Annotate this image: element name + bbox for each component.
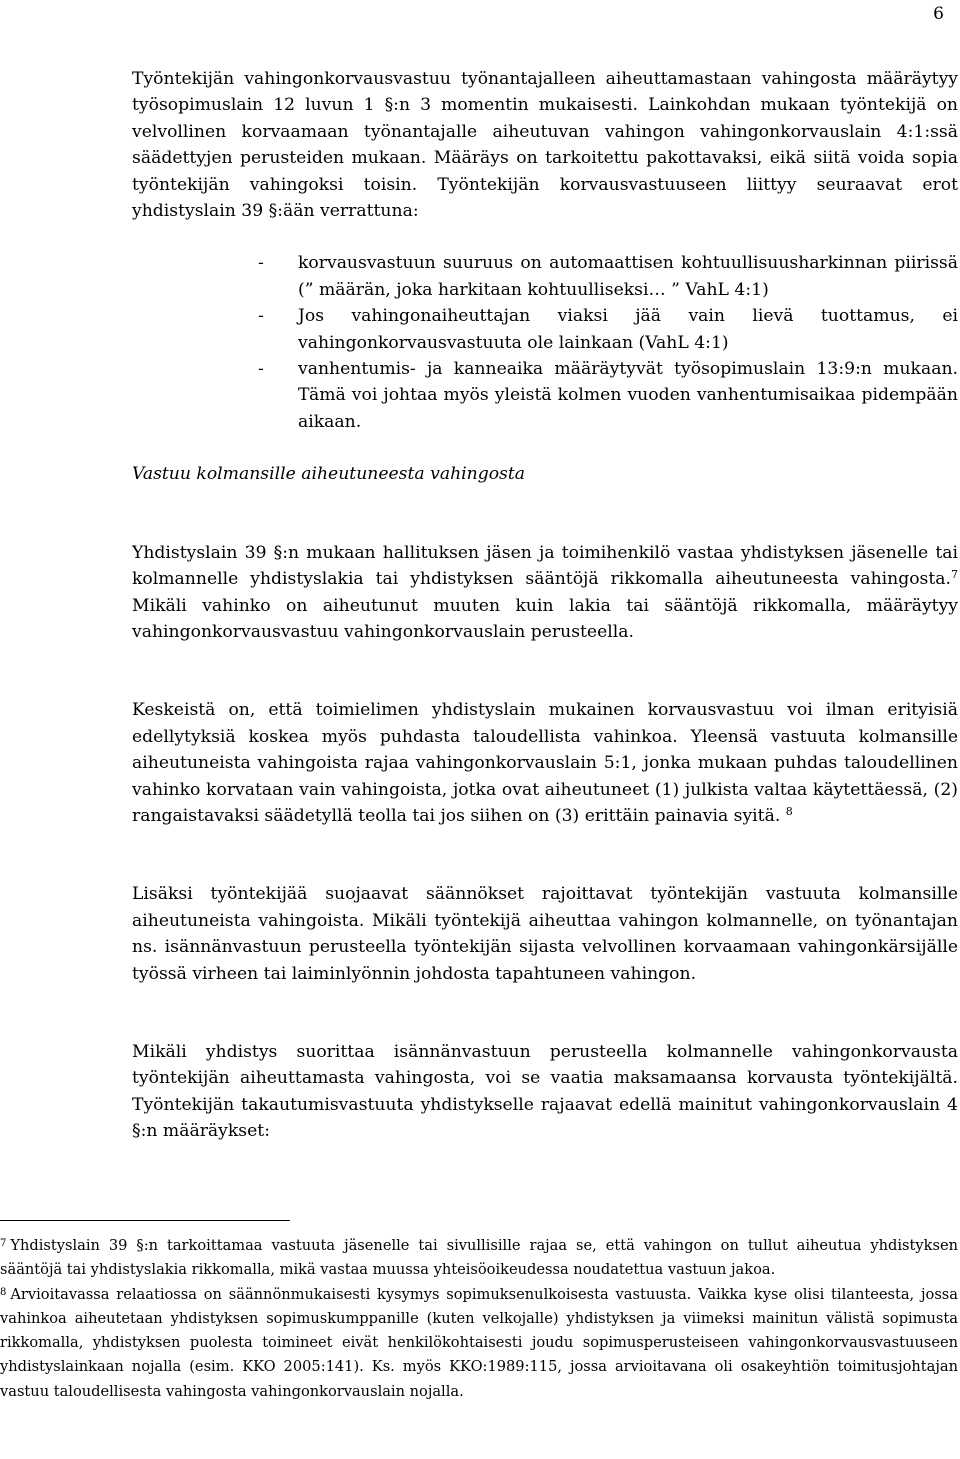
list-item-text: vanhentumis- ja kanneaika määräytyvät työsopimuslain 13:9:n mukaan. Tämä voi johtaa myös yleistä kolmen vuoden vanhentumisaikaa pidempään aikaan. [298, 359, 958, 432]
list-item [132, 250, 958, 303]
paragraph-employee-protection: Lisäksi työntekijää suojaavat säännökset rajoittavat työntekijän vastuuta kolmansille aiheutuneista vahingoista. Mikäli työntekijä aiheuttaa vahingon kolmannelle, on työnantajan ns. isännänvastuun perusteella työntekijän sijasta velvollinen korvaamaan vahingonkärsijälle työssä virheen tai laiminlyönnin johdosta tapahtuneen vahingon. [132, 884, 958, 984]
footnote-number: 7 [0, 1238, 7, 1249]
differences-list [132, 250, 958, 435]
bullet-dash: - [258, 359, 264, 380]
bullet-dash: - [258, 306, 264, 327]
section-heading: Vastuu kolmansille aiheutuneesta vahingosta [132, 464, 526, 485]
paragraph-employee-liability: Työntekijän vahingonkorvausvastuu työnantajalleen aiheuttamastaan vahingosta määräytyy työsopimuslain 12 luvun 1 §:n 3 momentin mukaisesti. Lainkohdan mukaan työntekijä on velvollinen korvaamaan työnantajalle aiheutuvan vahingon vahingonkorvauslain 4:1:ssä säädettyjen perusteiden mukaan. Määräys on tarkoitettu pakottavaksi, eikä siitä voida sopia työntekijän vahingoksi toisin. Työntekijän korvausvastuuseen liittyy seuraavat erot yhdistyslain 39 §:ään verrattuna: [132, 69, 958, 222]
list-item-text: Jos vahingonaiheuttajan viaksi jää vain lievä tuottamus, ei vahingonkorvausvastuuta ole lainkaan (VahL 4:1) [298, 306, 958, 353]
paragraph-text: Yhdistyslain 39 §:n mukaan hallituksen jäsen ja toimihenkilö vastaa yhdistyksen jäsenelle tai kolmannelle yhdistyslakia tai yhdistyksen sääntöjä rikkomalla aiheutuneesta vahingosta. [132, 542, 958, 590]
list-item-text: korvausvastuun suuruus on automaattisen kohtuullisuusharkinnan piirissä (” määrän, joka harkitaan kohtuulliseksi… ” VahL 4:1) [298, 253, 958, 300]
footnote-8 [0, 1283, 958, 1404]
footnote-text: Arvioitavassa relaatiossa on säännönmukaisesti kysymys sopimuksenulkoisesta vastuusta. Vaikka kyse olisi tilanteesta, jossa vahinkoa aiheutetaan yhdistyksen sopimuskumppanille (kuten velkojalle) yhdistyksen ja viimeksi mainitun välistä sopimusta rikkomalla, yhdistyksen puolesta toimineet eivät henkilökohtaisesti joudu sopimusperusteiseen vahingonkorvausvastuuseen yhdistyslainkaan nojalla (esim. KKO 2005:141). Ks. myös KKO:1989:115, jossa arvioitavana oli osakeyhtiön toimitusjohtajan vastuu taloudellisesta vahingosta vahingonkorvauslain nojalla. [0, 1285, 958, 1400]
footnote-ref-7[interactable]: 7 [951, 568, 958, 582]
list-item [132, 356, 958, 435]
footnote-number: 8 [0, 1286, 7, 1298]
list-item [132, 303, 958, 356]
paragraph-recourse: Mikäli yhdistys suorittaa isännänvastuun perusteella kolmannelle vahingonkorvausta työntekijän aiheuttamasta vahingosta, voi se vaatia maksamaansa korvausta työntekijältä. Työntekijän takautumisvastuuta yhdistykselle rajaavat edellä mainitut vahingonkorvauslain 4 §:n määräykset: [132, 1041, 958, 1142]
footnote-ref-8[interactable]: 8 [785, 804, 793, 818]
footnote-separator [0, 1220, 290, 1221]
paragraph-text: Keskeistä on, että toimielimen yhdistyslain mukainen korvausvastuu voi ilman erityisiä edellytyksiä koskea myös puhdasta taloudellista vahinkoa. Yleensä vastuuta kolmansille aiheutuneista vahingoista rajaa vahingonkorvauslain 5:1, jonka mukaan puhdas taloudellinen vahinko korvataan vain vahingoista, jotka ovat aiheutuneet (1) julkista valtaa käytettäessä, (2) rangaistavaksi säädetyllä teolla tai jos siihen on (3) erittäin painavia syitä. [132, 700, 958, 826]
footnote-text: Yhdistyslain 39 §:n tarkoittamaa vastuuta jäsenelle tai sivullisille rajaa se, että vahingon on tullut aiheutua yhdistyksen sääntöjä tai yhdistyslakia rikkomalla, mikä vastaa muussa yhteisöoikeudessa noudatettua vastuun jakoa. [0, 1237, 958, 1279]
paragraph-association-act [132, 540, 958, 646]
document-body [132, 66, 958, 1145]
footnote-7 [0, 1234, 958, 1283]
page-number: 6 [933, 4, 944, 24]
footnotes [0, 1234, 958, 1404]
paragraph-pure-economic-loss [132, 697, 958, 829]
bullet-dash: - [258, 253, 264, 274]
paragraph-text: Mikäli vahinko on aiheutunut muuten kuin lakia tai sääntöjä rikkomalla, määräytyy vahingonkorvausvastuu vahingonkorvauslain perusteella. [132, 595, 958, 642]
